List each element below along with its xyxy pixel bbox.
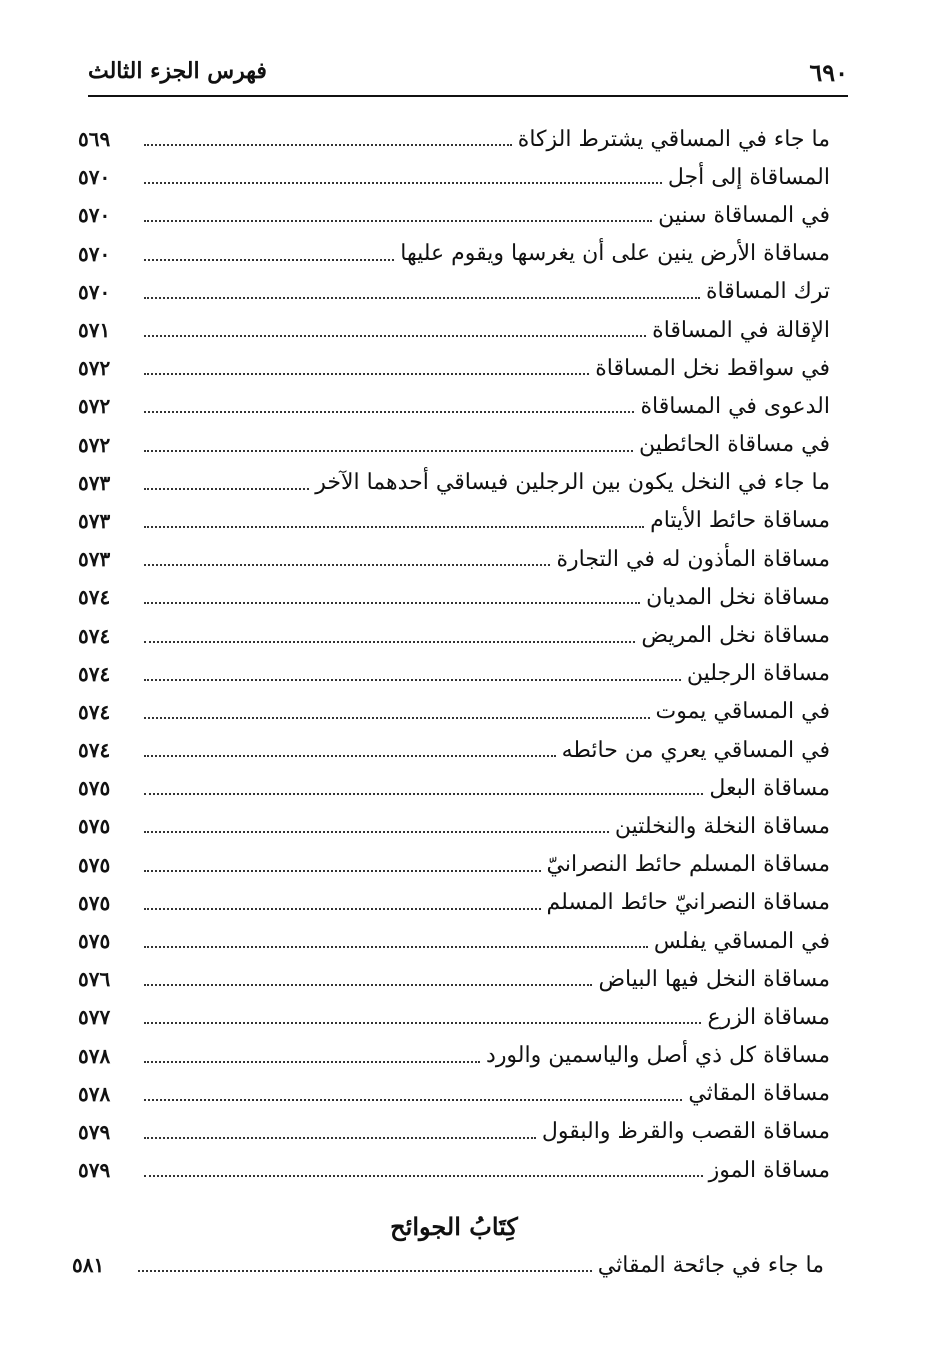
toc-entry-title: في سواقط نخل المساقاة [595,355,830,381]
dot-leader [144,679,681,681]
toc-entry [78,464,830,502]
toc-entry-page-number: ٥٧٥ [78,814,111,839]
toc-entry [78,426,830,464]
dot-leader [144,373,589,375]
toc-entry [78,1151,830,1189]
dot-leader [144,984,592,986]
toc-entry-page-number: ٥٧٥ [78,776,111,801]
toc-entry-title: مساقاة البعل [709,775,830,801]
table-of-contents [78,120,830,1189]
dot-leader [144,564,550,566]
toc-entry-title: مساقاة المأذون له في التجارة [556,546,830,572]
toc-entry-page-number: ٥٧٩ [78,1119,111,1144]
page-header [88,56,848,96]
toc-entry-page-number: ٥٧٠ [78,203,111,228]
dot-leader [144,946,648,948]
toc-entry-title: في المساقي يفلس [653,928,830,954]
toc-entry-title: مساقاة المسلم حائط النصرانيّ [546,852,830,878]
toc-entry [78,731,830,769]
dot-leader [138,1270,592,1272]
toc-entry-title: ترك المساقاة [706,279,830,305]
toc-entry [78,960,830,998]
dot-leader [144,831,609,833]
toc-entry-page-number: ٥٦٩ [78,127,111,152]
toc-entry-title: مساقاة النخلة والنخلتين [614,813,830,839]
toc-entry-title: في المساقي يعري من حائطه [561,737,830,763]
dot-leader [144,755,556,757]
dot-leader [144,1175,703,1177]
dot-leader [144,641,635,643]
toc-entry-title: مساقاة القصب والقرظ والبقول [541,1119,830,1145]
toc-entry-page-number: ٥٧٣ [78,508,111,533]
toc-entry-title: في المساقي يموت [655,699,830,725]
toc-entry-title: مساقاة المقاثي [688,1081,830,1107]
toc-entry-page-number: ٥٧٩ [78,1158,111,1183]
toc-entry [78,120,830,158]
toc-entry-page-number: ٥٧٢ [78,394,111,419]
toc-entry-title: المساقاة إلى أجل [667,164,830,190]
running-title: فهرس الجزء الثالث [88,58,267,84]
toc-entry-page-number: ٥٧٣ [78,547,111,572]
toc-entry-page-number: ٥٧٨ [78,1043,111,1068]
dot-leader [144,793,703,795]
toc-entry-title: مساقاة كل ذي أصل والياسمين والورد [486,1043,830,1069]
toc-entry-page-number: ٥٧٤ [78,738,111,763]
toc-entry-title: الإقالة في المساقاة [652,317,830,343]
toc-entry-page-number: ٥٧٢ [78,356,111,381]
dot-leader [144,908,541,910]
dot-leader [144,220,652,222]
toc-entry-page-number: ٥٧٥ [78,890,111,915]
toc-entry-page-number: ٥٧٠ [78,279,111,304]
dot-leader [144,1099,682,1101]
toc-entry [78,884,830,922]
toc-entry [78,998,830,1036]
toc-entry-page-number: ٥٧٥ [78,852,111,877]
toc-entry-title: مساقاة النصرانيّ حائط المسلم [546,890,830,916]
toc-entry [78,769,830,807]
toc-entry-page-number: ٥٧٧ [78,1005,111,1030]
toc-entry [78,502,830,540]
toc-entry [78,1037,830,1075]
toc-entry [78,616,830,654]
toc-entry-title: مساقاة نخل المديان [646,584,830,610]
toc-entry-title: مساقاة النخل فيها البياض [598,966,830,992]
header-divider [88,95,848,97]
toc-entry [78,807,830,845]
toc-entry [78,540,830,578]
toc-entry [78,655,830,693]
toc-entry [78,196,830,234]
toc-entry-title: مساقاة الموز [708,1157,830,1183]
toc-entry-page-number: ٥٧٨ [78,1081,111,1106]
toc-entry-page-number: ٥٧١ [78,318,111,343]
toc-entry-page-number: ٥٧٠ [78,241,111,266]
dot-leader [144,488,309,490]
toc-entry [78,387,830,425]
dot-leader [144,335,646,337]
toc-entry [78,349,830,387]
toc-entry-title: ما جاء في النخل يكون بين الرجلين فيساقي أحدهما الآخر [315,470,830,496]
dot-leader [144,411,634,413]
dot-leader [144,1022,701,1024]
toc-entry [78,578,830,616]
toc-entry-page-number: ٥٧٥ [78,929,111,954]
book-heading: كِتَابُ الجوائح [390,1212,518,1241]
toc-entry [78,1075,830,1113]
toc-entry-title: ما جاء في المساقي يشترط الزكاة [517,126,830,152]
toc-entry-title: مساقاة الزرع [707,1004,830,1030]
toc-entry [78,846,830,884]
dot-leader [144,297,700,299]
dot-leader [144,1061,480,1063]
toc-entry-page-number: ٥٧٤ [78,623,111,648]
toc-entry-page-number: ٥٧٢ [78,432,111,457]
toc-entry-page-number: ٥٧٦ [78,967,111,992]
toc-entry [78,273,830,311]
dot-leader [144,144,512,146]
dot-leader [144,526,644,528]
page-number: ٦٩٠ [809,58,848,87]
toc-entry [78,158,830,196]
toc-entry [78,311,830,349]
toc-entry-page-number: ٥٧٤ [78,699,111,724]
dot-leader [144,602,640,604]
toc-entry-page-number: ٥٧٤ [78,585,111,610]
toc-entry-page-number: ٥٧٣ [78,470,111,495]
toc-entry-title: الدعوى في المساقاة [640,393,830,419]
toc-entry-page-number: ٥٨١ [72,1253,105,1278]
toc-entry-title: ما جاء في جائحة المقاثي [597,1252,824,1278]
toc-entry-title: مساقاة الرجلين [686,661,830,687]
toc-entry [72,1246,824,1284]
toc-entry-page-number: ٥٧٤ [78,661,111,686]
toc-entry-title: في المساقاة سنين [658,202,830,228]
toc-entry-title: في مساقاة الحائطين [639,432,830,458]
toc-entry [78,693,830,731]
toc-entry [78,235,830,273]
toc-entry-title: مساقاة حائط الأيتام [650,508,830,534]
toc-entry [78,1113,830,1151]
toc-entry-title: مساقاة الأرض ينين على أن يغرسها ويقوم عليها [400,241,830,267]
book-table-of-contents [72,1246,824,1284]
dot-leader [144,259,394,261]
dot-leader [144,450,633,452]
dot-leader [144,870,541,872]
toc-entry-page-number: ٥٧٠ [78,165,111,190]
toc-entry [78,922,830,960]
toc-entry-title: مساقاة نخل المريض [641,623,830,649]
dot-leader [144,1137,536,1139]
dot-leader [144,717,650,719]
dot-leader [144,182,662,184]
